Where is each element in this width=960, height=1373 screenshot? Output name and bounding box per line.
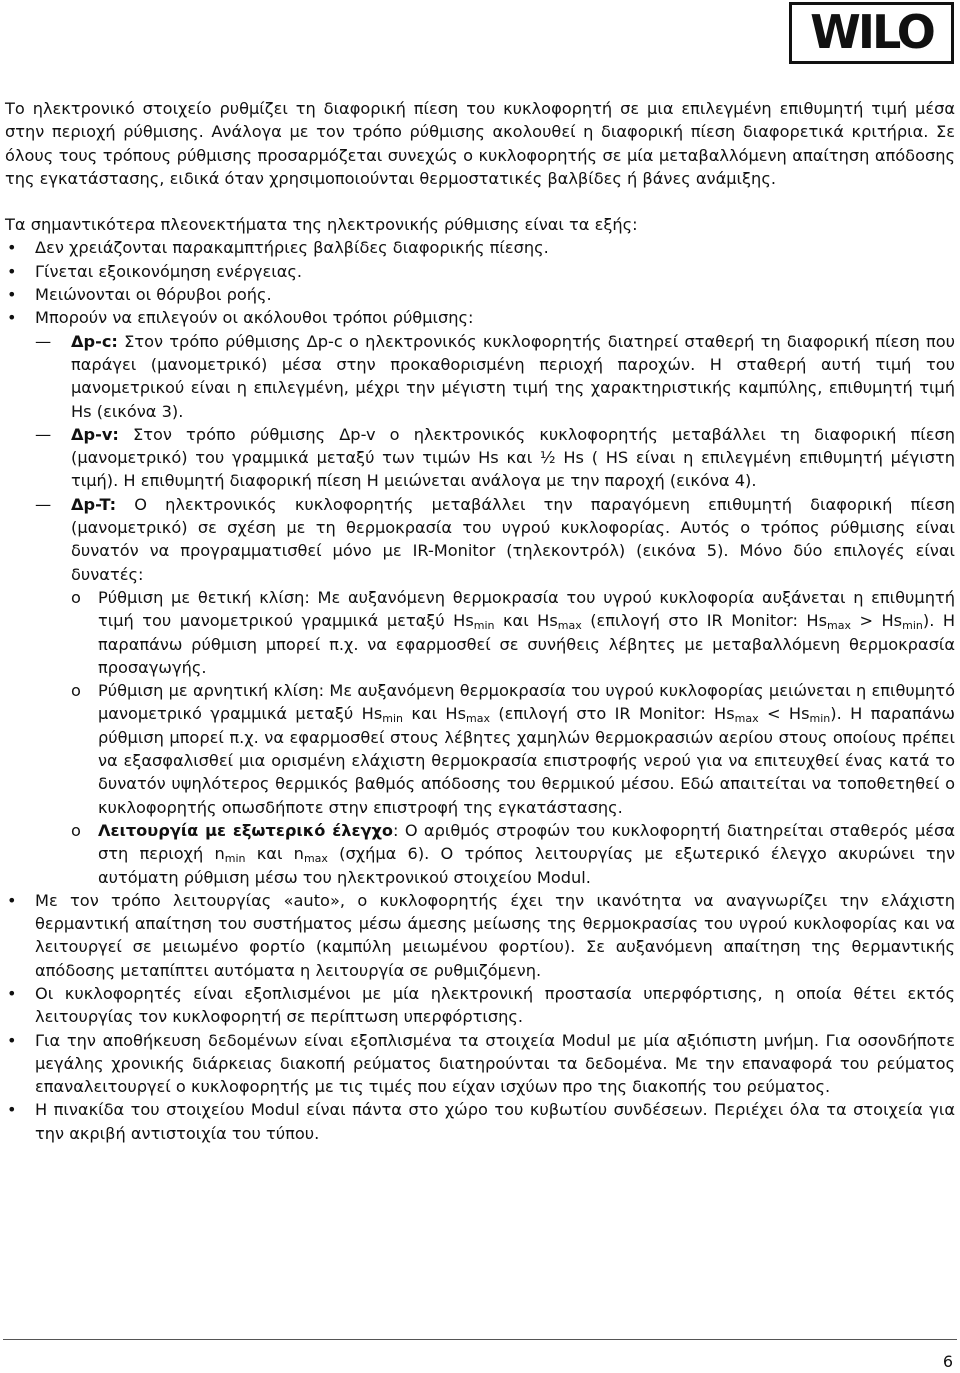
mode-label: Δp-c:: [71, 331, 118, 351]
mode-text: Στον τρόπο ρύθμισης Δp-v ο ηλεκτρονικός κυκλοφορητής μεταβάλλει τη διαφορική πίεση (μανομετρικό) του γραμμικά μεταξύ των τιμών Hs και ½ Hs ( HS είναι η επιλεγμένη επιθυμητή μέγιστη τιμή). Η επιθυμητή διαφορική πίεση H μειώνεται ανάλογα με την παροχή (εικόνα 4).: [71, 424, 955, 491]
mode-text: Ο ηλεκτρονικός κυκλοφορητής μεταβάλλει την παραγόμενη επιθυμητή διαφορική πίεση (μανομετρικό) σε σχέση με τη θερμοκρασία του υγρού κυκλοφορίας. Αυτός ο τρόπος ρύθμισης είναι δυνατόν να προγραμματισθεί μόνο με IR-Monitor (τηλεκοντρόλ) (εικόνα 5). Μόνο δύο επιλογές είναι δυνατές:: [71, 494, 955, 584]
circle-bullet-icon: o: [71, 820, 81, 840]
option-text: (επιλογή στο IR Monitor: Hs: [490, 704, 735, 724]
dash-icon: —: [35, 331, 52, 351]
list-item: [5, 236, 955, 259]
option-text: < Hs: [758, 704, 810, 724]
list-item: [5, 1029, 955, 1099]
option-text: > Hs: [850, 611, 903, 631]
bullet-icon: •: [7, 1030, 17, 1050]
subscript: min: [224, 852, 246, 866]
mode-dpv: [5, 423, 955, 493]
subscript: max: [303, 852, 328, 866]
subscript: max: [466, 712, 490, 726]
subscript: max: [734, 712, 759, 726]
option-label: Λειτουργία με εξωτερικό έλεγχο: [98, 820, 394, 840]
list-item: [5, 1098, 955, 1145]
option-text: και n: [245, 844, 304, 864]
list-item-text: Μειώνονται οι θόρυβοι ροής.: [35, 285, 272, 305]
list-item: [5, 260, 955, 283]
mode-dpt: [5, 493, 955, 586]
bullet-icon: •: [7, 261, 17, 281]
option-text: και Hs: [403, 704, 467, 724]
mode-text: Στον τρόπο ρύθμισης Δp-c ο ηλεκτρονικός κυκλοφορητής διατηρεί σταθερή τη διαφορική πίεση που παράγει (μανομετρικό) μέσα στην προκαθορισμένη περιοχή παροχών. Η σταθερή αυτή τιμή του μανομετρικού είναι η επιλεγμένη, μέχρι την μέγιστη τιμή της χαρακτηριστικής καμπύλης, επιθυμητή τιμή Hs (εικόνα 3).: [71, 331, 955, 421]
list-item: [5, 283, 955, 306]
list-item-text: Οι κυκλοφορητές είναι εξοπλισμένοι με μία ηλεκτρονική προστασία υπερφόρτισης, η οποία θέτει εκτός λειτουργίας τον κυκλοφορητή σε περίπτωση υπερφόρτισης.: [35, 983, 955, 1027]
option-positive-slope: [5, 586, 955, 679]
option-text: ). Η παραπάνω ρύθμιση μπορεί π.χ. να εφαρμοσθεί σε συνήθεις λέβητες με μεταβαλλόμενη θερμοκρασία προσαγωγής.: [98, 611, 955, 677]
list-item-text: Μπορούν να επιλεγούν οι ακόλουθοι τρόποι ρύθμισης:: [35, 308, 474, 328]
wilo-logo: WILO: [789, 2, 954, 64]
list-item-text: Γίνεται εξοικονόμηση ενέργειας.: [35, 261, 303, 281]
option-text: Ρύθμιση με θετική κλίση: Με αυξανόμενη θερμοκρασία του υγρού κυκλοφορία αυξάνεται η επιθυμητή τιμή του μανομετρικού γραμμικά μεταξύ Hs: [98, 587, 955, 631]
subscript: max: [827, 619, 851, 633]
subscript: min: [809, 712, 831, 726]
option-negative-slope: [5, 679, 955, 819]
footer-divider: [3, 1339, 957, 1340]
mode-dpc: [5, 330, 955, 423]
option-text: (σχήμα 6). Ο τρόπος λειτουργίας με εξωτερικό έλεγχο ακυρώνει την αυτόματη ρύθμιση μέσω του ηλεκτρονικού στοιχείου Modul.: [98, 844, 955, 887]
option-text: ). Η παραπάνω ρύθμιση μπορεί π.χ. να εφαρμοσθεί στους λέβητες χαμηλών θερμοκρασιών αερίου στους οποίους πρέπει να εξασφαλισθεί μια ορισμένη ελάχιστη θερμοκρασία επιστροφής νερού για να επιτευχθεί ένας κατά το δυνατόν υψηλότερος θερμικός βαθμός απόδοσης του θερμικού μέσου. Εδώ απαιτείται να τοποθετηθεί ο κυκλοφορητής οπωσδήποτε στην επιστροφή της εγκατάστασης.: [98, 704, 955, 817]
subscript: min: [473, 619, 495, 633]
subscript: max: [557, 619, 582, 633]
option-text: (επιλογή στο IR Monitor: Hs: [581, 611, 828, 631]
mode-label: Δp-T:: [71, 494, 117, 514]
subscript: min: [902, 619, 923, 633]
list-item-text: Για την αποθήκευση δεδομένων είναι εξοπλισμένα τα στοιχεία Modul με μία αξιόπιστη μνήμη. Για οσονδήποτε μεγάλης χρονικής διάρκειας διακοπή ρεύματος διατηρούνται τα δεδομένα. Με την επαναφορά του ρεύματος επαναλειτουργεί ο κυκλοφορητής με τις τιμές που είχαν ισχύων προ της διακοπής του ρεύματος.: [35, 1030, 955, 1097]
circle-bullet-icon: o: [71, 587, 81, 607]
bullet-icon: •: [7, 1100, 17, 1120]
bullet-icon: •: [7, 308, 17, 328]
option-text: : Ο αριθμός στροφών του κυκλοφορητή διατηρείται σταθερός μέσα στη περιοχή n: [98, 820, 955, 864]
dash-icon: —: [35, 424, 52, 444]
document-body: [5, 97, 955, 1145]
list-item: [5, 982, 955, 1029]
intro-paragraph: Το ηλεκτρονικό στοιχείο ρυθμίζει τη διαφορική πίεση του κυκλοφορητή σε μια επιλεγμένη επιθυμητή τιμή μέσα στην περιοχή ρύθμισης. Ανάλογα με τον τρόπο ρύθμισης ακολουθεί η διαφορική πίεση διαφορετικά κριτήρια. Σε όλους τους τρόπους ρύθμισης προσαρμόζεται συνεχώς ο κυκλοφορητής σε μία μεταβαλλόμενη απαίτηση απόδοσης της εγκατάστασης, ειδικά όταν χρησιμοποιούνται θερμοστατικές βαλβίδες ή βάνες ανάμιξης.: [5, 99, 955, 188]
option-text: και Hs: [494, 611, 558, 631]
bullet-icon: •: [7, 285, 17, 305]
list-item: [5, 306, 955, 329]
option-text: Ρύθμιση με αρνητική κλίση: Με αυξανόμενη θερμοκρασία του υγρού κυκλοφορίας μειώνεται η επιθυμητό μανομετρικό γραμμικά μεταξύ Hs: [98, 681, 955, 724]
list-item-text: Δεν χρειάζονται παρακαμπτήριες βαλβίδες διαφορικής πίεσης.: [35, 238, 549, 258]
bullet-icon: •: [7, 890, 17, 910]
mode-label: Δp-v:: [71, 424, 119, 444]
list-item-text: Με τον τρόπο λειτουργίας «auto», ο κυκλοφορητής έχει την ικανότητα να αναγνωρίζει την ελάχιστη θερμαντική απαίτηση του συστήματος μέσω άμεσης μείωσης της θερμοκρασίας του υγρού κυκλοφορίας και να λειτουργεί σε μειωμένο φορτίο (καμπύλη μειωμένου φορτίου). Σε αυξανόμενη απαίτηση της θερμαντικής απόδοσης μεταπίπτει αυτόματα η λειτουργία σε ρυθμιζόμενη.: [35, 890, 955, 980]
subscript: min: [382, 712, 404, 726]
list-item-text: Η πινακίδα του στοιχείου Modul είναι πάντα στο χώρο του κυβωτίου συνδέσεων. Περιέχει όλα τα στοιχεία για την ακριβή αντιστοιχία του τύπου.: [35, 1100, 955, 1143]
dash-icon: —: [35, 494, 52, 514]
list-item: [5, 889, 955, 982]
circle-bullet-icon: o: [71, 681, 81, 701]
option-external-control: [5, 819, 955, 889]
advantages-heading: Τα σημαντικότερα πλεονεκτήματα της ηλεκτρονικής ρύθμισης είναι τα εξής:: [5, 215, 638, 235]
page-number: 6: [942, 1352, 953, 1371]
bullet-icon: •: [7, 983, 17, 1003]
bullet-icon: •: [7, 238, 17, 258]
